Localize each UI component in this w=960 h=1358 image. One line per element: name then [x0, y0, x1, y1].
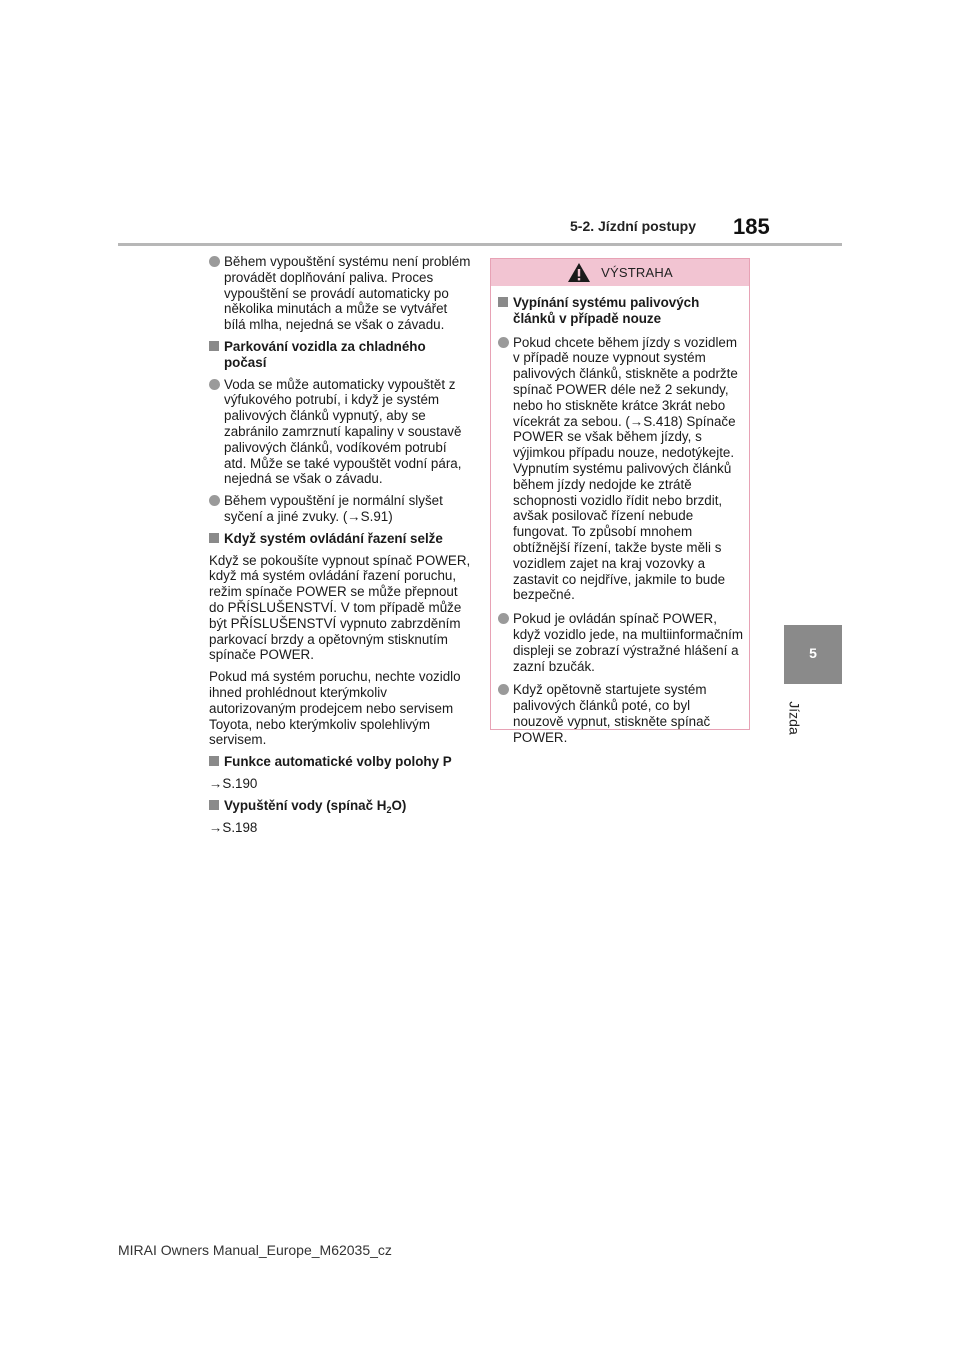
list-item: [498, 682, 743, 745]
square-bullet-icon: [209, 341, 219, 351]
warning-triangle-icon: [567, 262, 591, 283]
header-divider: [118, 243, 842, 246]
subheading-text: Když systém ovládání řazení selže: [224, 530, 443, 546]
page-reference[interactable]: →S.190: [209, 775, 258, 791]
list-item: [209, 254, 471, 333]
list-item: [209, 493, 471, 525]
bullet-text: Když opětovně startujete systém palivových článků poté, co byl nouzově vypnut, stiskněte spínač POWER.: [513, 682, 711, 745]
subheading: [209, 798, 471, 814]
page-reference[interactable]: →S.198: [209, 819, 258, 835]
chapter-tab-number: 5: [784, 625, 842, 684]
page-number: 185: [733, 214, 770, 239]
square-bullet-icon: [209, 533, 219, 543]
bullet-icon: [498, 684, 509, 695]
bullet-text: Během vypouštění systému není problém provádět doplňování paliva. Proces vypouštění se provádí automaticky po několika minutách a může se vytvářet bílá mlha, nejedná se však o závadu.: [224, 254, 471, 333]
left-column: [209, 254, 471, 841]
subheading-text: Parkování vozidla za chladného počasí: [224, 338, 426, 370]
bullet-text: Pokud chcete během jízdy s vozidlem v případě nouze vypnout systém palivových článků, stiskněte a podržte spínač POWER déle než 2 sekundy, nebo ho stiskněte krátce 3krát nebo vícekrát za sebou. (→S.418) Spínače POWER se však během jízdy, s výjimkou případu nouze, nedotýkejte. Vypnutím systému palivových článků během jízdy nedojde ke ztrátě schopnosti vozidlo řídit nebo brzdit, avšak posilovač řízení nebude fungovat. To způsobí mnohem obtížnější řízení, takže byste měli s vozidlem zajet na kraj vozovky a zastavit co nejdříve, jakmile to bude bezpečné.: [513, 334, 738, 603]
section-title: 5-2. Jízdní postupy: [570, 218, 697, 234]
warning-title-bar: [491, 259, 749, 286]
bullet-text: Voda se může automaticky vypouštět z výfukového potrubí, i když je systém palivových článků vypnutý, aby se zabránilo zamrznutí kapaliny v soustavě palivových článků, vodíkovém potrubí atd. Může se také vypouštět vodní pára, nejedná se však o závadu.: [224, 376, 462, 487]
list-item: [209, 377, 471, 488]
subheading-text: Funkce automatické volby polohy P: [224, 754, 452, 770]
paragraph: Když se pokoušíte vypnout spínač POWER, když má systém ovládání řazení poruchu, režim spínače POWER se může přepnout do PŘÍSLUŠENSTVÍ. V tom případě může být PŘÍSLUŠENSTVÍ vypnuto zabrzděním parkovací brzdy a opětovným stisknutím spínače POWER.: [209, 552, 471, 663]
bullet-text: Pokud je ovládán spínač POWER, když vozidlo jede, na multiinformačním displeji se zobrazí výstražné hlášení a zazní bzučák.: [513, 611, 743, 674]
chapter-tab-label-text: Jízda: [787, 701, 803, 735]
list-item: [498, 611, 743, 674]
subheading-text-part: Vypuštění vody (spínač H: [224, 797, 387, 813]
bullet-text: Během vypouštění je normální slyšet syčení a jiné zvuky. (→S.91): [224, 493, 443, 524]
chapter-tab-label: [780, 688, 810, 748]
square-bullet-icon: [209, 756, 219, 766]
bullet-icon: [498, 613, 509, 624]
subheading: [209, 754, 471, 770]
square-bullet-icon: [498, 297, 508, 307]
bullet-icon: [209, 379, 220, 390]
footer-text: MIRAI Owners Manual_Europe_M62035_cz: [118, 1242, 392, 1258]
subheading-text-part: O): [391, 797, 407, 813]
subheading: [209, 339, 471, 371]
warning-title: VÝSTRAHA: [601, 265, 673, 280]
list-item: [498, 335, 743, 604]
subheading-text: Vypínání systému palivových článků v případě nouze: [513, 295, 700, 326]
bullet-icon: [209, 256, 220, 267]
warning-subheading: [498, 295, 743, 327]
subscript: 2: [386, 804, 392, 815]
warning-content: [491, 286, 749, 746]
warning-box: [490, 258, 750, 745]
bullet-icon: [209, 495, 220, 506]
subheading: [209, 531, 471, 547]
square-bullet-icon: [209, 800, 219, 810]
paragraph: Pokud má systém poruchu, nechte vozidlo ihned prohlédnout kterýmkoliv autorizovaným prodejcem nebo servisem Toyota, nebo kterýmkoliv spolehlivým servisem.: [209, 669, 461, 748]
bullet-icon: [498, 337, 509, 348]
subheading-text: [224, 798, 406, 813]
